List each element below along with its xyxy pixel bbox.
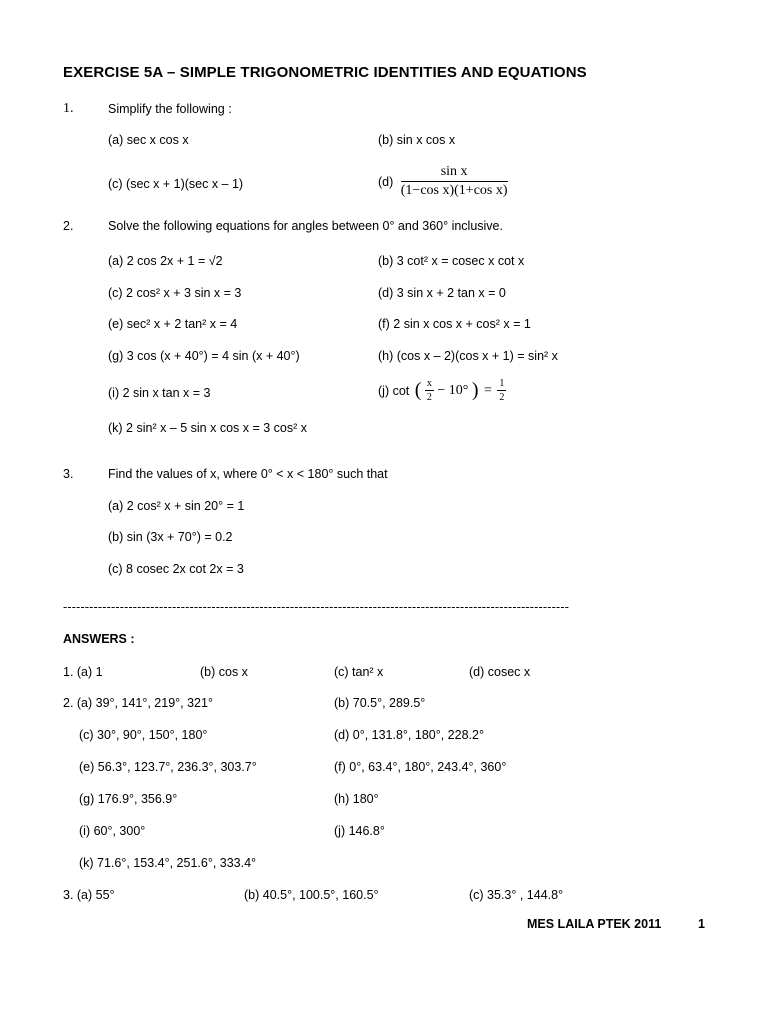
question-2-prompt: Solve the following equations for angles between 0° and 360° inclusive.: [108, 219, 503, 233]
answer-2k: (k) 71.6°, 153.4°, 251.6°, 333.4°: [79, 856, 257, 870]
answer-1d: (d) cosec x: [469, 665, 531, 679]
q2-j-inner-denominator: 2: [426, 392, 432, 403]
q2-part-k: (k) 2 sin² x – 5 sin x cos x = 3 cos² x: [108, 421, 308, 435]
q1-part-d-label: (d): [378, 174, 394, 189]
q1-d-numerator: sin x: [401, 164, 508, 182]
answers-heading: ANSWERS :: [63, 632, 135, 646]
answer-2c: (c) 30°, 90°, 150°, 180°: [79, 728, 208, 742]
answer-1b: (b) cos x: [200, 665, 248, 679]
q2-j-rhs-fraction: [497, 378, 506, 403]
q2-part-b: (b) 3 cot² x = cosec x cot x: [378, 254, 525, 268]
question-3-number: 3.: [63, 467, 74, 481]
answer-2g: (g) 176.9°, 356.9°: [79, 792, 178, 806]
answer-2j: (j) 146.8°: [334, 824, 385, 838]
q2-j-minus-term: − 10°: [437, 382, 469, 398]
page-title: EXERCISE 5A – SIMPLE TRIGONOMETRIC IDENTITIES AND EQUATIONS: [63, 64, 587, 81]
question-3-prompt: Find the values of x, where 0° < x < 180° such that: [108, 467, 388, 481]
page-number: 1: [698, 917, 705, 931]
q1-d-denominator: (1−cos x)(1+cos x): [400, 183, 508, 198]
answer-2a: 2. (a) 39°, 141°, 219°, 321°: [63, 696, 213, 710]
q2-j-equals: =: [484, 382, 492, 398]
q2-part-a: (a) 2 cos 2x + 1 = √2: [108, 254, 223, 268]
q3-part-b: (b) sin (3x + 70°) = 0.2: [108, 530, 233, 544]
question-2-number: 2.: [63, 219, 74, 233]
q2-j-open-paren: (: [414, 379, 422, 401]
question-1-prompt: Simplify the following :: [108, 102, 232, 116]
q2-part-e: (e) sec² x + 2 tan² x = 4: [108, 317, 238, 331]
q3-part-a: (a) 2 cos² x + sin 20° = 1: [108, 499, 245, 513]
q1-part-a: (a) sec x cos x: [108, 133, 189, 147]
q2-j-close-paren: ): [471, 379, 479, 401]
q2-part-c: (c) 2 cos² x + 3 sin x = 3: [108, 286, 242, 300]
q2-j-rhs-denominator: 2: [499, 392, 505, 403]
answer-2f: (f) 0°, 63.4°, 180°, 243.4°, 360°: [334, 760, 507, 774]
q2-j-inner-fraction: [425, 378, 434, 403]
answer-2d: (d) 0°, 131.8°, 180°, 228.2°: [334, 728, 484, 742]
footer-author: MES LAILA PTEK 2011: [527, 917, 662, 931]
q2-part-f: (f) 2 sin x cos x + cos² x = 1: [378, 317, 531, 331]
q1-part-c: (c) (sec x + 1)(sec x – 1): [108, 177, 244, 191]
answer-2e: (e) 56.3°, 123.7°, 236.3°, 303.7°: [79, 760, 257, 774]
q1-part-d-fraction: [401, 164, 508, 199]
q2-j-rhs-numerator: 1: [499, 378, 505, 389]
answer-1a: 1. (a) 1: [63, 665, 103, 679]
answer-2h: (h) 180°: [334, 792, 379, 806]
answer-3b: (b) 40.5°, 100.5°, 160.5°: [244, 888, 379, 902]
q2-j-inner-numerator: x: [426, 378, 432, 389]
q2-part-i: (i) 2 sin x tan x = 3: [108, 386, 211, 400]
answer-2b: (b) 70.5°, 289.5°: [334, 696, 426, 710]
answer-3c: (c) 35.3° , 144.8°: [469, 888, 564, 902]
question-1-number: 1.: [63, 101, 74, 116]
q2-part-g: (g) 3 cos (x + 40°) = 4 sin (x + 40°): [108, 349, 300, 363]
dashed-separator: --------------------------------------------------------------------------------------------------------------------: [63, 600, 570, 614]
q1-part-d: [378, 164, 508, 199]
q2-part-h: (h) (cos x – 2)(cos x + 1) = sin² x: [378, 349, 558, 363]
q3-part-c: (c) 8 cosec 2x cot 2x = 3: [108, 562, 244, 576]
q2-part-d: (d) 3 sin x + 2 tan x = 0: [378, 286, 506, 300]
q2-j-label: (j) cot: [378, 383, 410, 398]
q1-part-b: (b) sin x cos x: [378, 133, 456, 147]
answer-3a: 3. (a) 55°: [63, 888, 115, 902]
answer-2i: (i) 60°, 300°: [79, 824, 146, 838]
q2-part-j: [378, 378, 506, 403]
answer-1c: (c) tan² x: [334, 665, 384, 679]
